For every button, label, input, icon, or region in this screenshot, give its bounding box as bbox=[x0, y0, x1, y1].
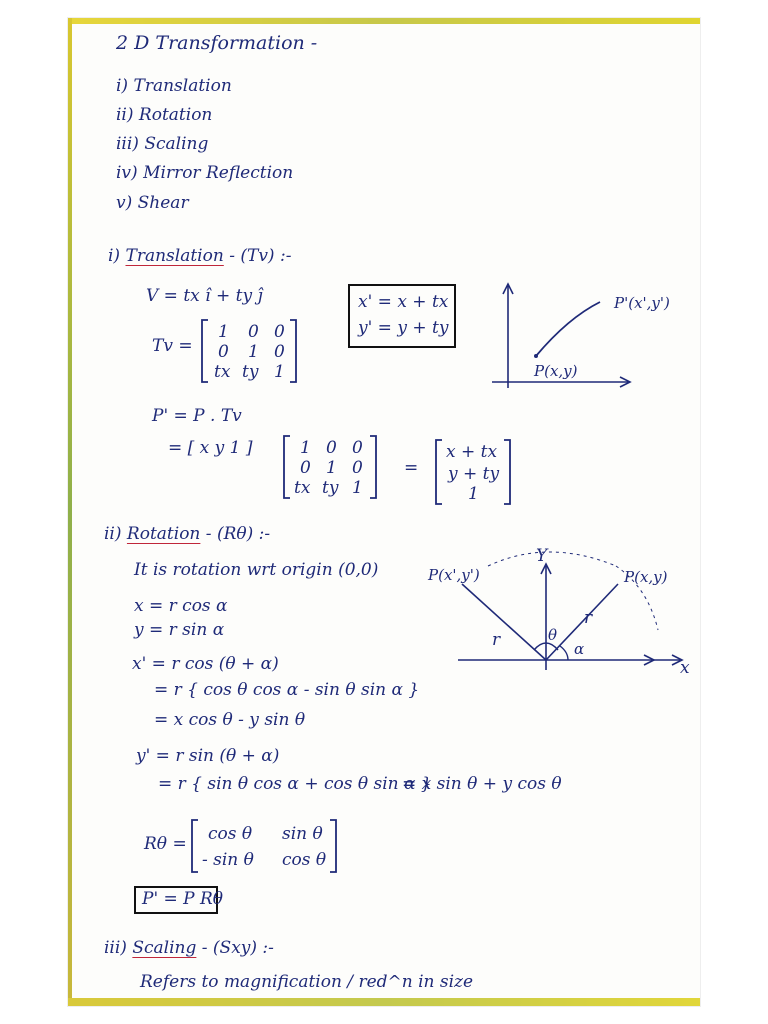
diagram-r-right: r bbox=[584, 608, 593, 628]
result-cell: x + tx bbox=[446, 442, 498, 462]
graph-point-new: P'(x',y') bbox=[614, 294, 670, 312]
rotation-eq: y = r sin α bbox=[134, 620, 225, 640]
translation-matrix-label: Tv = bbox=[152, 336, 193, 356]
matrix-cell: 0 bbox=[248, 322, 259, 342]
matrix-cell: 1 bbox=[300, 438, 311, 458]
matrix-cell: 0 bbox=[300, 458, 311, 478]
list-label: Mirror Reflection bbox=[143, 163, 294, 183]
matrix-cell: ty bbox=[322, 478, 339, 498]
matrix-cell: tx bbox=[294, 478, 311, 498]
matrix-cell: 0 bbox=[218, 342, 229, 362]
heading-num: i) bbox=[108, 246, 121, 266]
heading-suffix: - (Sxy) :- bbox=[201, 938, 274, 958]
result-cell: 1 bbox=[468, 484, 479, 504]
rotation-eq: = r { sin θ cos α + cos θ sin α } bbox=[158, 774, 432, 794]
list-label: Scaling bbox=[144, 134, 209, 154]
diagram-theta: θ bbox=[548, 626, 558, 644]
heading-num: iii) bbox=[104, 938, 127, 958]
rotation-intro: It is rotation wrt origin (0,0) bbox=[134, 560, 379, 580]
diagram-x-label: x bbox=[680, 658, 690, 678]
diagram-y-label: Y bbox=[536, 546, 548, 566]
list-num: v) bbox=[116, 193, 133, 213]
rotation-eq: = r { cos θ cos α - sin θ sin α } bbox=[154, 680, 420, 700]
list-num: i) bbox=[116, 76, 129, 96]
matrix-cell: 0 bbox=[326, 438, 337, 458]
matrix-cell: cos θ bbox=[208, 824, 253, 844]
matrix-cell: 1 bbox=[352, 478, 363, 498]
matrix-cell: 1 bbox=[248, 342, 259, 362]
list-label: Translation bbox=[133, 76, 232, 96]
scaling-text: Refers to magnification / red^n in size bbox=[140, 972, 474, 992]
matrix-cell: 0 bbox=[274, 342, 285, 362]
rotation-eq: x = r cos α bbox=[134, 596, 228, 616]
formula-x: x' = x + tx bbox=[358, 292, 449, 312]
list-num: iii) bbox=[116, 134, 139, 154]
translation-row-vector: = [ x y 1 ] bbox=[168, 438, 253, 458]
matrix-cell: tx bbox=[214, 362, 231, 382]
rotation-eq-result: = x sin θ + y cos θ bbox=[402, 774, 562, 794]
matrix-cell: 0 bbox=[274, 322, 285, 342]
formula-y: y' = y + ty bbox=[358, 318, 449, 338]
heading-text: Scaling bbox=[132, 938, 197, 958]
rotation-eq: x' = r cos (θ + α) bbox=[132, 654, 279, 674]
translation-vector: V = tx î + ty ĵ bbox=[146, 286, 263, 306]
rotation-diagram bbox=[68, 18, 700, 1006]
graph-point-old: P(x,y) bbox=[534, 362, 578, 380]
scaling-heading bbox=[104, 938, 274, 958]
matrix-cell: 0 bbox=[352, 458, 363, 478]
diagram-alpha: α bbox=[574, 640, 585, 658]
boxed-formula-text: P' = P Rθ bbox=[142, 889, 224, 909]
heading-suffix: - (Rθ) :- bbox=[205, 524, 271, 544]
rotation-eq: = x cos θ - y sin θ bbox=[154, 710, 306, 730]
matrix-cell: cos θ bbox=[282, 850, 327, 870]
translation-pprime: P' = P . Tv bbox=[152, 406, 242, 426]
matrix-cell: ty bbox=[242, 362, 259, 382]
diagram-r-left: r bbox=[492, 630, 501, 650]
matrix-cell: sin θ bbox=[282, 824, 323, 844]
list-num: iv) bbox=[116, 163, 138, 183]
heading-num: ii) bbox=[104, 524, 122, 544]
list-label: Shear bbox=[137, 193, 189, 213]
list-num: ii) bbox=[116, 105, 134, 125]
equals-sign: = bbox=[404, 458, 419, 478]
matrix-cell: - sin θ bbox=[202, 850, 254, 870]
heading-text: Translation bbox=[125, 246, 224, 266]
matrix-cell: 0 bbox=[352, 438, 363, 458]
heading-text: Rotation bbox=[126, 524, 201, 544]
list-label: Rotation bbox=[138, 105, 213, 125]
matrix-cell: 1 bbox=[274, 362, 285, 382]
page-title: 2 D Transformation - bbox=[116, 32, 318, 54]
heading-suffix: - (Tv) :- bbox=[229, 246, 292, 266]
result-cell: y + ty bbox=[448, 464, 500, 484]
matrix-cell: 1 bbox=[218, 322, 229, 342]
rotation-matrix-label: Rθ = bbox=[144, 834, 187, 854]
matrix-cell: 1 bbox=[326, 458, 337, 478]
diagram-point-old: P(x,y) bbox=[624, 568, 668, 586]
notebook-page bbox=[68, 18, 700, 1006]
diagram-point-new: P(x',y') bbox=[428, 566, 480, 584]
rotation-eq: y' = r sin (θ + α) bbox=[136, 746, 280, 766]
